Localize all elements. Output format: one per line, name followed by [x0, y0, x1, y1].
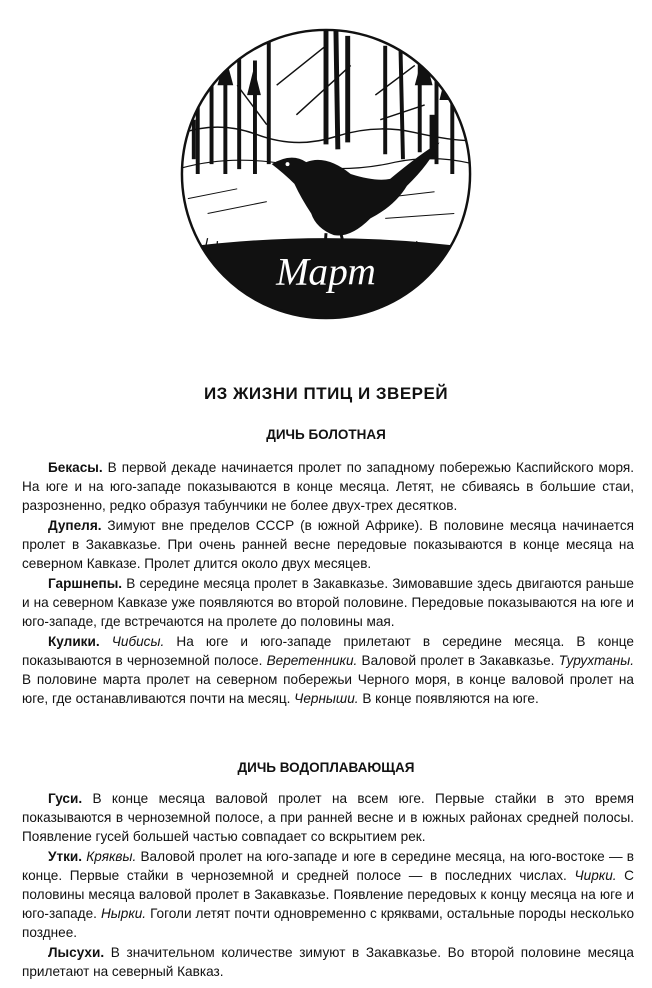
entry-coots: [22, 943, 634, 981]
section-body-marsh-game: [22, 458, 634, 708]
entry-great-snipe: [22, 516, 634, 573]
section-body-waterfowl: [22, 789, 634, 981]
species-name: Чирки.: [574, 868, 617, 883]
entry-lead: Дупеля.: [48, 518, 102, 533]
entry-text: В конце месяца валовой пролет на всем юге. Первые стайки в это время показываются в черноземной полосе, а при ранней весне и в южных районах средней полосы. Появление гусей большей частью совпадает со вскрытием рек.: [22, 791, 634, 844]
entry-text: На юге и юго-западе прилетают в середине месяца. В конце показываются в черноземной полосе.: [22, 634, 634, 668]
entry-text: В первой декаде начинается пролет по западному побережью Каспийского моря. На юге и на юго-западе показываются в конце месяца. Летят, не сбиваясь в большие стаи, разрозненно, редко образуя табунчики не более двух-трех десятков.: [22, 460, 634, 513]
species-name: Веретенники.: [266, 653, 358, 668]
entry-text: Зимуют вне пределов СССР (в южной Африке). В половине месяца начинается пролет в Закавказье. При очень ранней весне передовые показываются в конце месяца на северном Кавказе. Пролет длится около двух месяцев.: [22, 518, 634, 571]
entry-text: В значительном количестве зимуют в Закавказье. Во второй половине месяца прилетают на северный Кавказ.: [22, 945, 634, 979]
entry-ducks: [22, 847, 634, 942]
entry-jack-snipe: [22, 574, 634, 631]
species-name: Кряквы.: [86, 849, 137, 864]
entry-lead: Лысухи.: [48, 945, 105, 960]
page-title: ИЗ ЖИЗНИ ПТИЦ И ЗВЕРЕЙ: [203, 384, 449, 403]
entry-geese: [22, 789, 634, 846]
entry-text: Валовой пролет на юго-западе и юге в середине месяца, на юго-востоке — в конце. Первые стайки в черноземной и средней полосе — в последних числах.: [22, 849, 634, 883]
species-name: Турухтаны.: [558, 653, 634, 668]
species-name: Черныши.: [294, 691, 359, 706]
entry-text: В половине марта пролет на северном побережьи Черного моря, в конце валовой пролет на юге, где останавливаются почти на месяц.: [22, 672, 634, 706]
entry-lead: Утки.: [48, 849, 83, 864]
entry-lead: Бекасы.: [48, 460, 103, 475]
medallion-label: Март: [276, 249, 376, 294]
species-name: Чибисы.: [111, 634, 165, 649]
entry-lead: Гуси.: [48, 791, 83, 806]
march-medallion-illustration: [178, 26, 474, 322]
entry-text: С половины месяца валовой пролет в Закавказье. Появление передовых к концу месяца на юге и юго-западе.: [22, 868, 635, 921]
entry-text: В конце появляются на юге.: [358, 691, 539, 706]
entry-snipe: [22, 458, 634, 515]
species-name: Нырки.: [100, 906, 147, 921]
entry-lead: Кулики.: [48, 634, 100, 649]
entry-text: В середине месяца пролет в Закавказье. Зимовавшие здесь двигаются раньше и на северном Кавказе уже появляются во второй половине. Передовые показываются на юге и юго-западе, где встречаются на пролете до половины мая.: [22, 576, 634, 629]
section-heading-waterfowl: ДИЧЬ ВОДОПЛАВАЮЩАЯ: [237, 760, 415, 775]
entry-text: Гоголи летят почти одновременно с кряквами, остальные породы несколько позднее.: [22, 906, 635, 940]
entry-lead: Гаршнепы.: [48, 576, 123, 591]
section-heading-marsh-game: ДИЧЬ БОЛОТНАЯ: [266, 427, 386, 442]
entry-waders: [22, 632, 634, 708]
entry-text: Валовой пролет в Закавказье.: [357, 653, 559, 668]
